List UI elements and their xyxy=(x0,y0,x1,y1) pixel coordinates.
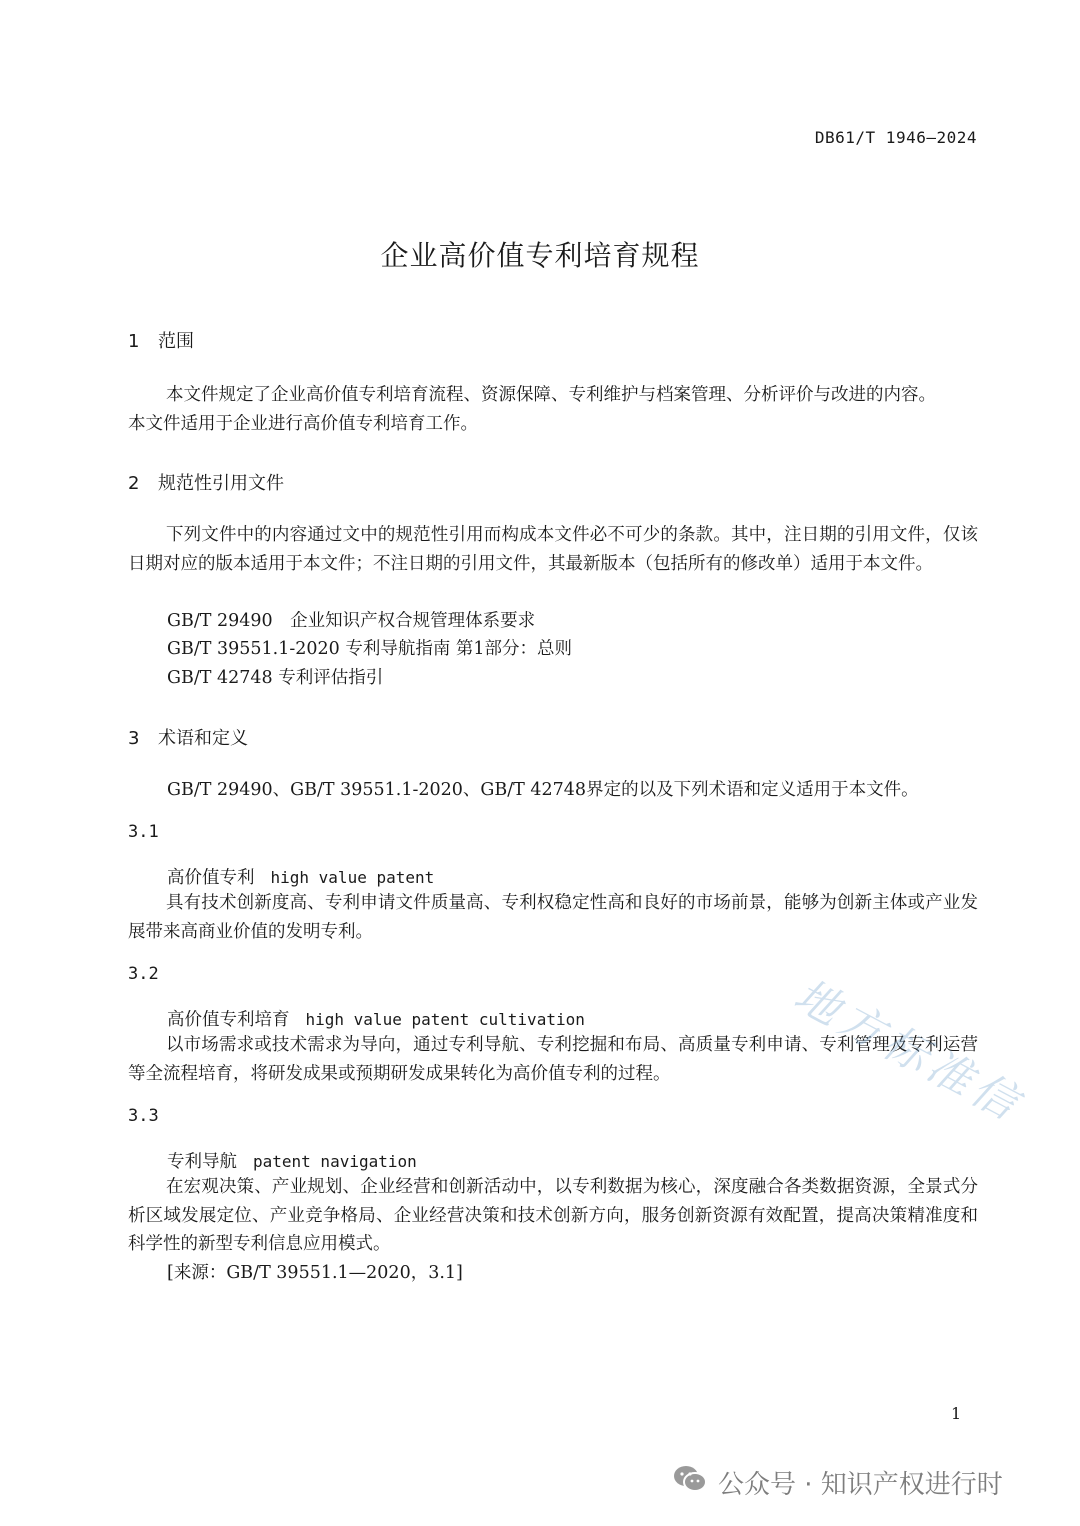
section-number: 3 xyxy=(128,728,140,749)
term-chinese: 专利导航 xyxy=(167,1152,237,1172)
term-english: high value patent cultivation xyxy=(305,1010,585,1029)
section-title: 规范性引用文件 xyxy=(158,473,284,494)
section-1-heading xyxy=(128,327,194,353)
section-number: 1 xyxy=(128,331,140,352)
section-1-paragraph-1: 本文件规定了企业高价值专利培育流程、资源保障、专利维护与档案管理、分析评价与改进的内容。 xyxy=(166,385,936,405)
page-number: 1 xyxy=(951,1404,962,1423)
reference-item: GB/T 39551.1-2020 专利导航指南 第1部分：总则 xyxy=(167,639,573,659)
reference-item: GB/T 29490 企业知识产权合规管理体系要求 xyxy=(167,611,536,631)
clause-number: 3.3 xyxy=(128,1106,159,1126)
term-source: [来源：GB/T 39551.1—2020，3.1] xyxy=(167,1263,463,1283)
term-chinese: 高价值专利培育 xyxy=(167,1010,290,1030)
document-title: 企业高价值专利培育规程 xyxy=(380,239,700,272)
section-1-paragraph-2: 本文件适用于企业进行高价值专利培育工作。 xyxy=(128,414,478,434)
section-3-heading xyxy=(128,724,248,750)
section-title: 术语和定义 xyxy=(158,728,248,749)
wechat-icon xyxy=(672,1464,708,1501)
section-2-heading xyxy=(128,469,284,495)
clause-number: 3.2 xyxy=(128,964,159,984)
wechat-account-name: 公众号 · 知识产权进行时 xyxy=(718,1470,1003,1500)
term-heading xyxy=(167,864,434,889)
term-definition: 在宏观决策、产业规划、企业经营和创新活动中，以专利数据为核心，深度融合各类数据资源，全景式分析区域发展定位、产业竞争格局、企业经营决策和技术创新方向，服务创新资源有效配置，提高决策精准度和科学性的新型专利信息应用模式。 xyxy=(128,1177,978,1254)
clause-number: 3.1 xyxy=(128,822,159,842)
term-heading xyxy=(167,1006,585,1031)
section-2-paragraph-1: 下列文件中的内容通过文中的规范性引用而构成本文件必不可少的条款。其中，注日期的引用文件，仅该日期对应的版本适用于本文件；不注日期的引用文件，其最新版本（包括所有的修改单）适用于本文件。 xyxy=(128,525,978,574)
section-3-paragraph-1: GB/T 29490、GB/T 39551.1-2020、GB/T 42748界定的以及下列术语和定义适用于本文件。 xyxy=(167,780,919,800)
term-heading xyxy=(167,1148,417,1173)
section-number: 2 xyxy=(128,473,140,494)
term-english: high value patent xyxy=(270,868,435,887)
term-english: patent navigation xyxy=(253,1152,417,1171)
watermark-text: 地方标准信 xyxy=(785,969,1031,1133)
document-code: DB61/T 1946—2024 xyxy=(814,128,977,147)
reference-item: GB/T 42748 专利评估指引 xyxy=(167,668,384,688)
term-definition: 以市场需求或技术需求为导向，通过专利导航、专利挖掘和布局、高质量专利申请、专利管理及专利运营等全流程培育，将研发成果或预期研发成果转化为高价值专利的过程。 xyxy=(128,1035,978,1084)
term-chinese: 高价值专利 xyxy=(167,868,255,888)
wechat-account-footer xyxy=(672,1464,1003,1501)
section-title: 范围 xyxy=(158,331,194,352)
term-definition: 具有技术创新度高、专利申请文件质量高、专利权稳定性高和良好的市场前景，能够为创新主体或产业发展带来高商业价值的发明专利。 xyxy=(128,893,978,942)
